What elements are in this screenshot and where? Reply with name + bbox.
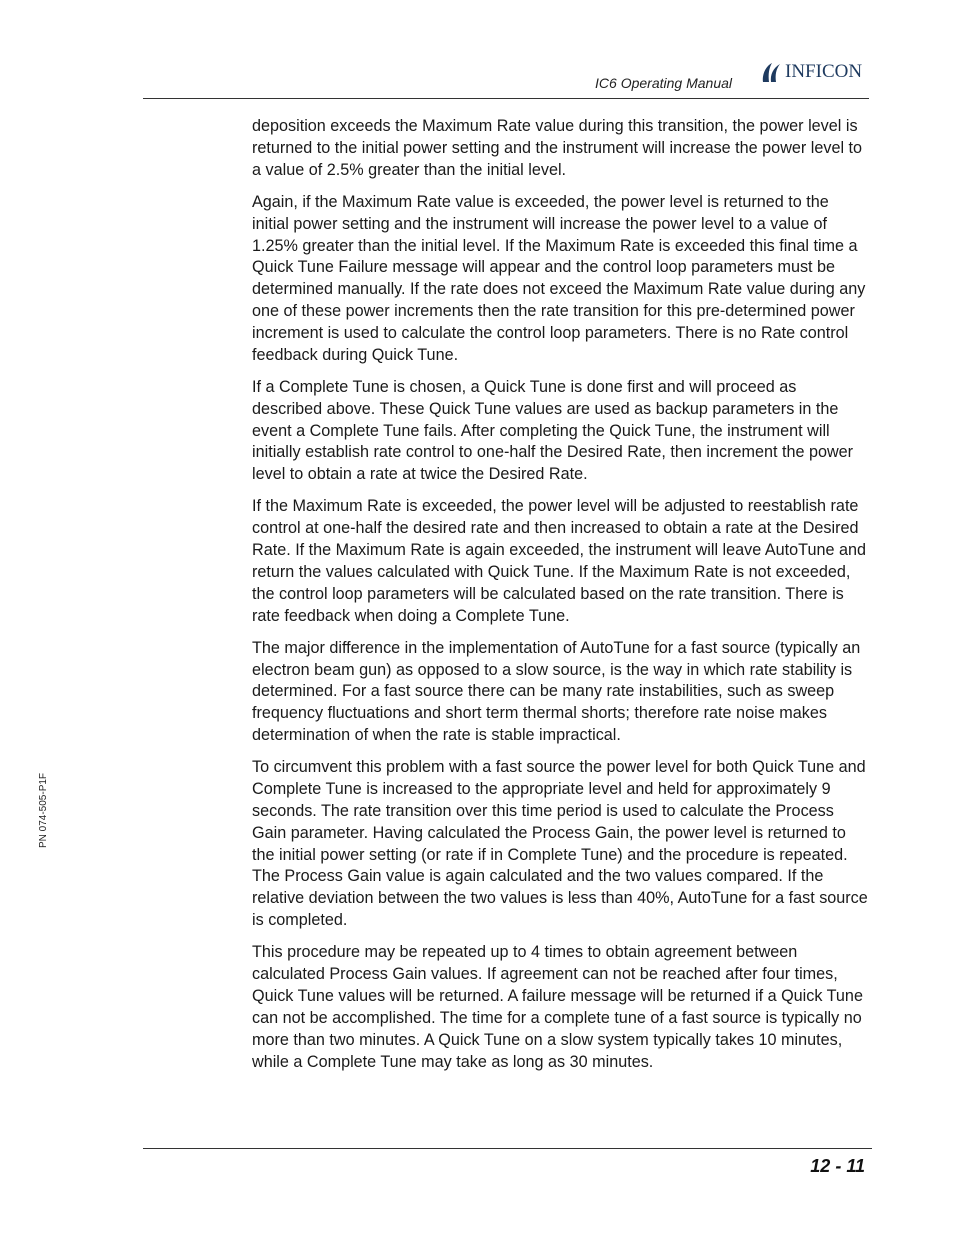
- part-number-label: PN 074-505-P1F: [38, 772, 49, 848]
- inficon-logo: [760, 59, 862, 85]
- body-text: [252, 116, 870, 1084]
- paragraph: If a Complete Tune is chosen, a Quick Tune is done first and will proceed as described above. These Quick Tune values are used as backup parameters in the event a Complete Tune fails. After completing the Quick Tune, the instrument will initially establish rate control to one-half the Desired Rate, then increment the power level to obtain a rate at twice the Desired Rate.: [252, 377, 854, 484]
- paragraph: If the Maximum Rate is exceeded, the power level will be adjusted to reestablish rate control at one-half the desired rate and then increased to obtain a rate at the Desired Rate. If the Maximum Rate is again exceeded, the instrument will leave AutoTune and return the values calculated with Quick Tune. If the Maximum Rate is not exceeded, the control loop parameters will be calculated based on the rate transition. There is rate feedback when doing a Complete Tune.: [252, 497, 866, 625]
- header-rule: [143, 98, 869, 99]
- paragraph: To circumvent this problem with a fast source the power level for both Quick Tune and Complete Tune is increased to the appropriate level and held for approximately 9 seconds. The rate transition over this time period is used to calculate the Process Gain parameter. Having calculated the Process Gain, the power level is returned to the initial power setting (or rate if in Complete Tune) and the procedure is repeated. The Process Gain value is again calculated and the two values compared. If the relative deviation between the two values is less than 40%, AutoTune for a fast source is completed.: [252, 758, 868, 930]
- inficon-logo-icon: [760, 60, 782, 84]
- paragraph: deposition exceeds the Maximum Rate value during this transition, the power level is returned to the initial power setting and the instrument will increase the power level to a value of 2.5% greater than the initial level.: [252, 117, 863, 179]
- logo-text: INFICON: [785, 61, 863, 82]
- footer-rule: [143, 1148, 872, 1149]
- paragraph: Again, if the Maximum Rate value is exceeded, the power level is returned to the initial power setting and the instrument will increase the power level to a value of 1.25% greater than the initial level. If the Maximum Rate is exceeded this final time a Quick Tune Failure message will appear and the control loop parameters must be determined manually. If the rate does not exceed the Maximum Rate value during any one of these power increments then the rate transition for this pre-determined power increment is used to calculate the control loop parameters. There is no Rate control feedback during Quick Tune.: [252, 192, 866, 364]
- manual-title: IC6 Operating Manual: [595, 75, 732, 91]
- paragraph: The major difference in the implementation of AutoTune for a fast source (typically an electron beam gun) as opposed to a slow source, is the way in which rate stability is determined. For a fast source there can be many rate instabilities, such as sweep frequency fluctuations and short term thermal shorts; therefore rate noise makes determination of when the rate is stable impractical.: [252, 638, 861, 745]
- paragraph: This procedure may be repeated up to 4 times to obtain agreement between calculated Process Gain values. If agreement can not be reached after four times, Quick Tune values will be returned. A failure message will be returned if a Quick Tune can not be accomplished. The time for a complete tune of a fast source is typically no more than two minutes. A Quick Tune on a slow system typically takes 10 minutes, while a Complete Tune may take as long as 30 minutes.: [252, 943, 863, 1071]
- page-number: 12 - 11: [810, 1156, 865, 1176]
